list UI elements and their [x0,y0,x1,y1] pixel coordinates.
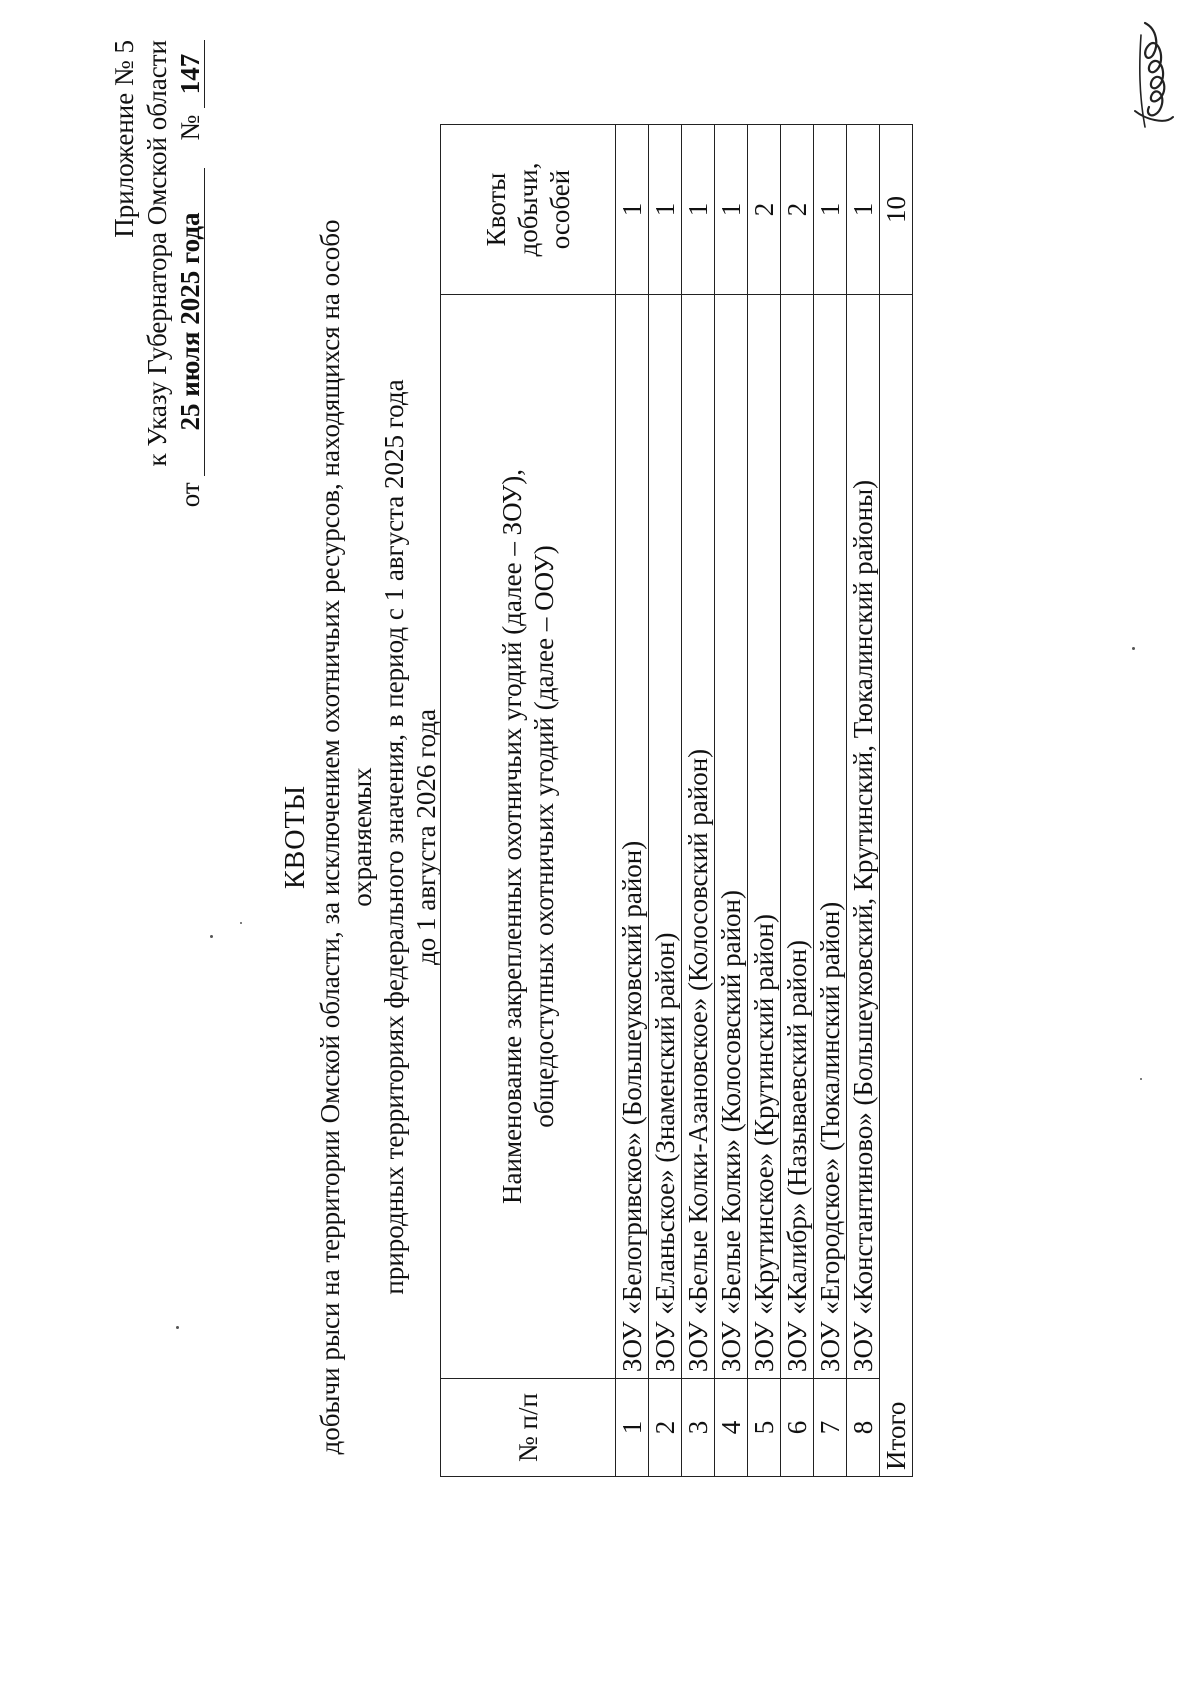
scan-speck [176,1326,179,1329]
header-quota: Квоты добычи, особей [441,125,616,295]
row-num: 6 [781,1379,814,1477]
row-quota: 1 [616,125,649,295]
title-line-1: добычи рыси на территории Омской области, за исключением охотничьих ресурсов, находящихся на особо охраняемых [315,219,377,1455]
table-row [781,125,814,1477]
appendix-header [108,40,207,740]
row-num: 5 [748,1379,781,1477]
row-name: ЗОУ «Крутинское» (Крутинский район) [748,295,781,1379]
scan-speck [1140,1078,1142,1080]
total-label: Итого [880,295,913,1477]
row-name: ЗОУ «Калибр» (Называевский район) [781,295,814,1379]
table-row [748,125,781,1477]
date-prefix: от [175,482,205,508]
header-name-line-1: Наименование закрепленных охотничьих угодий (далее – ЗОУ), [497,469,527,1204]
handwritten-signature [1075,15,1185,145]
decree-number: 147 [176,40,205,108]
row-quota: 1 [682,125,715,295]
header-name [441,295,616,1379]
title-block [280,207,442,1467]
number-prefix: № [175,114,205,141]
row-num: 7 [814,1379,847,1477]
table-row [847,125,880,1477]
row-num: 8 [847,1379,880,1477]
total-value: 10 [880,125,913,295]
row-num: 3 [682,1379,715,1477]
row-num: 1 [616,1379,649,1477]
table-row [682,125,715,1477]
decree-date: 25 июля 2025 года [176,168,205,476]
row-quota: 1 [814,125,847,295]
row-num: 2 [649,1379,682,1477]
table-row [715,125,748,1477]
row-name: ЗОУ «Белые Колки» (Колосовский район) [715,295,748,1379]
row-quota: 1 [649,125,682,295]
row-name: ЗОУ «Еланьское» (Знаменский район) [649,295,682,1379]
table-row [616,125,649,1477]
row-name: ЗОУ «Белогривское» (Большеуковский район) [616,295,649,1379]
quota-table [440,124,913,1477]
scan-speck [210,935,213,938]
row-num: 4 [715,1379,748,1477]
table-row [649,125,682,1477]
row-name: ЗОУ «Егородское» (Тюкалинский район) [814,295,847,1379]
scan-speck [240,922,242,924]
appendix-date-line [174,40,207,740]
row-quota: 2 [748,125,781,295]
row-quota: 1 [847,125,880,295]
row-quota: 2 [781,125,814,295]
header-num: № п/п [441,1379,616,1477]
row-quota: 1 [715,125,748,295]
table-row [814,125,847,1477]
title-line-3: до 1 августа 2026 года [411,709,441,965]
title-line-2: природных территориях федерального значения, в период с 1 августа 2025 года [379,379,409,1295]
scan-speck [1132,647,1135,650]
row-name: ЗОУ «Константиново» (Большеуковский, Крутинский, Тюкалинский районы) [847,295,880,1379]
appendix-number: Приложение № 5 [109,40,139,238]
document-title: КВОТЫ [280,784,311,890]
header-name-line-2: общедоступных охотничьих угодий (далее – ООУ) [529,545,559,1128]
row-name: ЗОУ «Белые Колки-Азановское» (Колосовский район) [682,295,715,1379]
table-total-row [880,125,913,1477]
appendix-reference: к Указу Губернатора Омской области [142,40,172,467]
table-header-row [441,125,616,1477]
